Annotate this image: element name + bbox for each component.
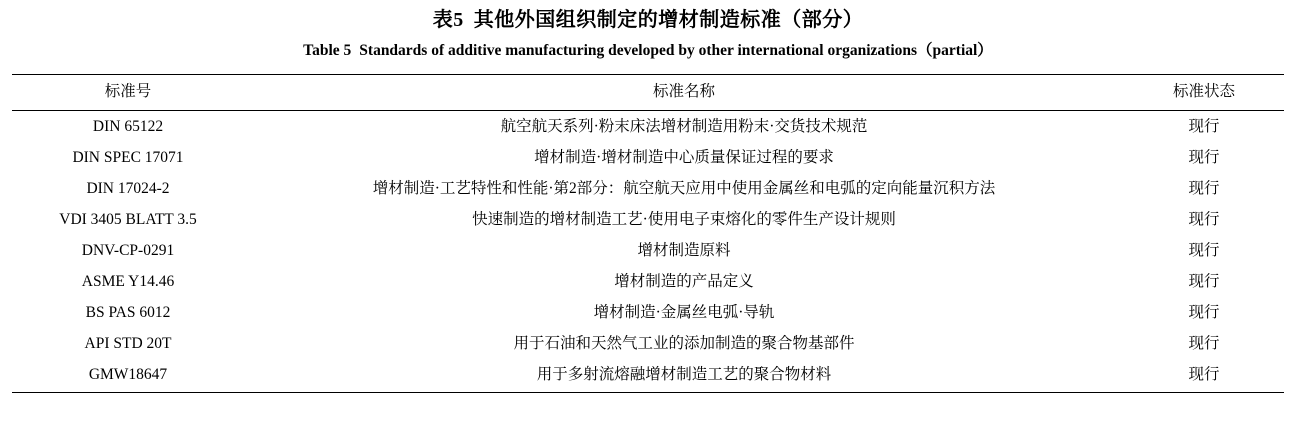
cell-standard-code: GMW18647	[12, 359, 244, 393]
table-row	[12, 359, 1284, 393]
cell-standard-status: 现行	[1188, 149, 1220, 166]
cell-standard-code: VDI 3405 BLATT 3.5	[59, 211, 197, 228]
cell-standard-name: 增材制造原料	[637, 242, 731, 259]
table-row	[12, 266, 1284, 297]
table-header	[12, 75, 1284, 111]
standards-table	[12, 74, 1284, 393]
cell-standard-code: DNV-CP-0291	[81, 242, 175, 259]
cell-standard-name: 航空航天系列·粉末床法增材制造用粉末·交货技术规范	[500, 118, 868, 135]
cell-standard-code: DIN 17024-2	[86, 180, 170, 197]
table-body	[12, 111, 1284, 393]
column-header-standard-name: 标准名称	[244, 75, 1124, 111]
table-row	[12, 235, 1284, 266]
cell-standard-name: 快速制造的增材制造工艺·使用电子束熔化的零件生产设计规则	[472, 211, 896, 228]
table-row	[12, 204, 1284, 235]
cell-standard-name: 用于石油和天然气工业的添加制造的聚合物基部件	[513, 335, 855, 352]
table-title-english: Standards of additive manufacturing developed by other international organizations（partial）	[359, 42, 993, 59]
cell-standard-name: 增材制造·金属丝电弧·导轨	[593, 304, 775, 321]
cell-standard-code: DIN SPEC 17071	[72, 149, 184, 166]
cell-standard-status: 现行	[1188, 335, 1220, 352]
table-caption-chinese	[8, 6, 1288, 34]
column-header-standard-code: 标准号	[12, 75, 244, 111]
table-row	[12, 328, 1284, 359]
cell-standard-status: 现行	[1188, 118, 1220, 135]
cell-standard-status: 现行	[1124, 359, 1284, 393]
table-title-chinese: 其他外国组织制定的增材制造标准（部分）	[473, 9, 864, 31]
table-row	[12, 173, 1284, 204]
table-row	[12, 111, 1284, 143]
cell-standard-code: ASME Y14.46	[81, 273, 175, 290]
cell-standard-code: DIN 65122	[92, 118, 164, 135]
cell-standard-status: 现行	[1188, 242, 1220, 259]
cell-standard-status: 现行	[1188, 211, 1220, 228]
table-caption-english	[8, 40, 1288, 62]
table-row	[12, 297, 1284, 328]
cell-standard-status: 现行	[1188, 304, 1220, 321]
cell-standard-status: 现行	[1188, 273, 1220, 290]
table-row	[12, 142, 1284, 173]
cell-standard-code: BS PAS 6012	[85, 304, 171, 321]
cell-standard-name: 用于多射流熔融增材制造工艺的聚合物材料	[244, 359, 1124, 393]
table-page	[0, 6, 1296, 443]
column-header-standard-status: 标准状态	[1124, 75, 1284, 111]
table-number-chinese: 表5	[432, 9, 464, 31]
cell-standard-status: 现行	[1188, 180, 1220, 197]
cell-standard-name: 增材制造·增材制造中心质量保证过程的要求	[534, 149, 834, 166]
cell-standard-code: API STD 20T	[84, 335, 172, 352]
table-header-row	[12, 75, 1284, 111]
table-number-english: Table 5	[303, 42, 352, 59]
cell-standard-name: 增材制造的产品定义	[614, 273, 754, 290]
cell-standard-name: 增材制造·工艺特性和性能·第2部分：航空航天应用中使用金属丝和电弧的定向能量沉积方法	[372, 180, 996, 197]
